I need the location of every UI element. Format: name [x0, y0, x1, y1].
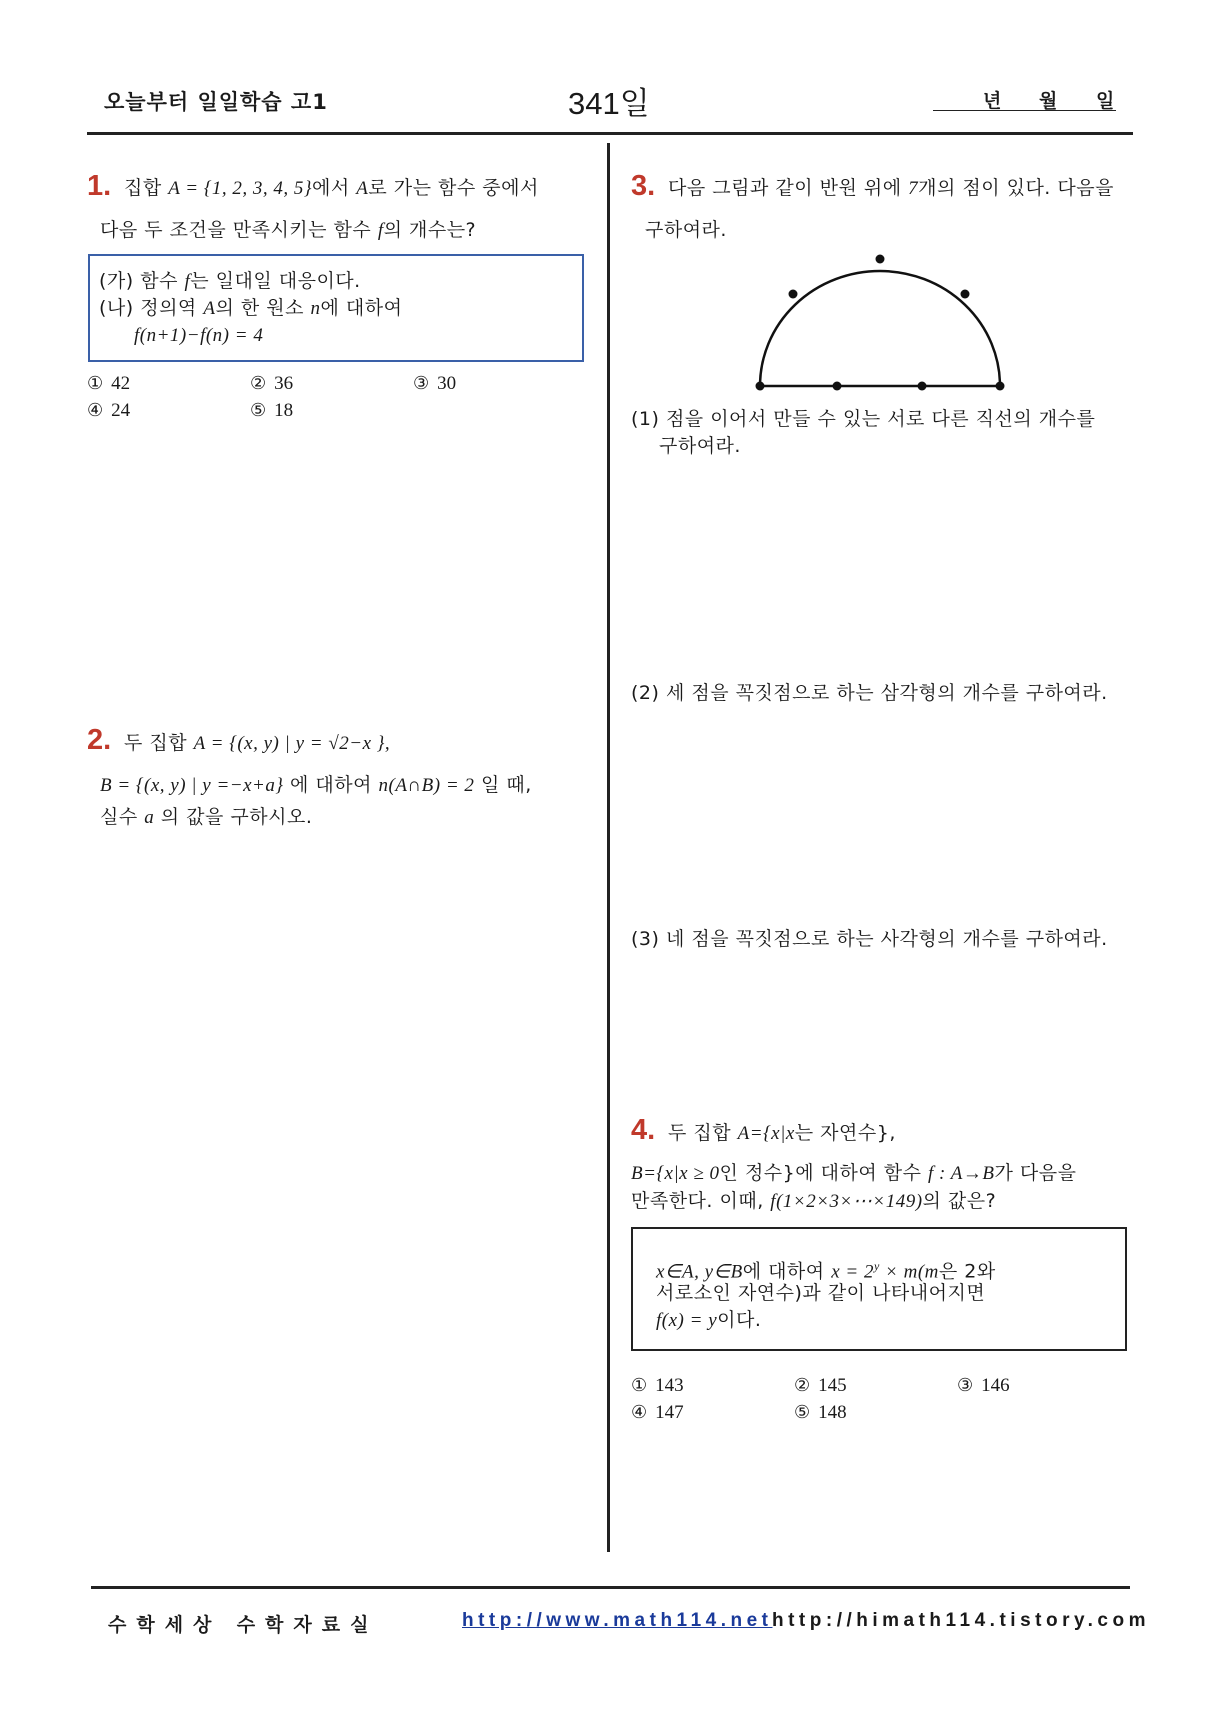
point-diameter-left [756, 382, 765, 391]
q1-choice-1[interactable]: ① 42 [87, 373, 131, 394]
date-month-label: 월 [1039, 90, 1058, 112]
question-3-sub-1: (1) 점을 이어서 만들 수 있는 서로 다른 직선의 개수를 [631, 408, 1096, 430]
question-4-line-3: 만족한다. 이때, f(1×2×3×⋯×149)의 값은? [631, 1190, 997, 1212]
q4-choice-3[interactable]: ③ 146 [957, 1375, 1010, 1396]
question-4-number: 4. [631, 1114, 656, 1146]
column-divider [607, 143, 610, 1552]
question-2-line-1: 두 집합 A = {(x, y) | y = √2−x }, [124, 732, 391, 754]
question-2-line-3: 실수 a 의 값을 구하시오. [100, 806, 313, 828]
q1-choice-2[interactable]: ② 36 [250, 373, 294, 394]
q4-choice-5[interactable]: ⑤ 148 [794, 1402, 847, 1423]
question-3-line-2: 구하여라. [645, 219, 727, 241]
point-diameter-mid-left [833, 382, 842, 391]
question-1-number: 1. [87, 170, 112, 202]
point-diameter-right [996, 382, 1005, 391]
footer-link-tistory[interactable]: http://himath114.tistory.com [772, 1610, 1150, 1631]
question-3-sub-1-cont: 구하여라. [659, 435, 741, 457]
q1-choice-4[interactable]: ④ 24 [87, 400, 131, 421]
q4-choice-4[interactable]: ④ 147 [631, 1402, 684, 1423]
q4-choice-1[interactable]: ① 143 [631, 1375, 684, 1396]
point-diameter-mid-right [918, 382, 927, 391]
header-divider [87, 132, 1133, 135]
footer-site-name: 수학세상 수학자료실 [108, 1615, 379, 1636]
worksheet-title: 오늘부터 일일학습 고1 [104, 90, 328, 114]
q4-box-line-2: 서로소인 자연수)과 같이 나타내어지면 [656, 1282, 986, 1304]
question-4-line-1: 두 집합 A={x|x는 자연수}, [668, 1122, 896, 1144]
date-day-label: 일 [1096, 90, 1115, 112]
question-3-sub-3: (3) 네 점을 꼭짓점으로 하는 사각형의 개수를 구하여라. [631, 928, 1108, 950]
point-arc-left [789, 290, 798, 299]
semicircle-outline [760, 271, 1000, 386]
date-year-label: 년 [983, 90, 1002, 112]
question-3-number: 3. [631, 170, 656, 202]
point-arc-top [876, 255, 885, 264]
q4-choice-2[interactable]: ② 145 [794, 1375, 847, 1396]
q1-choice-5[interactable]: ⑤ 18 [250, 400, 294, 421]
footer-divider [91, 1586, 1130, 1589]
q1-choice-3[interactable]: ③ 30 [413, 373, 457, 394]
footer-link-math114[interactable]: http://www.math114.net [462, 1610, 773, 1631]
question-1-line-2: 다음 두 조건을 만족시키는 함수 f의 개수는? [100, 219, 477, 241]
question-3-line-1: 다음 그림과 같이 반원 위에 7개의 점이 있다. 다음을 [668, 177, 1114, 199]
point-arc-right [961, 290, 970, 299]
day-number: 341일 [568, 86, 650, 121]
condition-ga: (가) 함수 f는 일대일 대응이다. [99, 270, 361, 292]
date-field [933, 86, 1116, 111]
q4-box-line-3: f(x) = y이다. [656, 1309, 762, 1331]
q4-box-line-1: x∈A, y∈B에 대하여 $x = 2^y \times m(m$은 2와 [656, 1259, 996, 1283]
question-2-line-2: B = {(x, y) | y =−x+a} 에 대하여 n(A∩B) = 2 일 때, [100, 774, 532, 796]
question-4-line-2: B={x|x ≥ 0인 정수}에 대하여 함수 f : A→B가 다음을 [631, 1162, 1077, 1184]
question-2-number: 2. [87, 724, 112, 756]
semicircle-figure [740, 245, 1020, 400]
question-1-line-1: 집합 A = {1, 2, 3, 4, 5}에서 A로 가는 함수 중에서 [124, 177, 539, 199]
question-3-sub-2: (2) 세 점을 꼭짓점으로 하는 삼각형의 개수를 구하여라. [631, 682, 1108, 704]
condition-na: (나) 정의역 A의 한 원소 n에 대하여 [99, 297, 403, 319]
condition-formula: f(n+1)−f(n) = 4 [134, 325, 264, 346]
